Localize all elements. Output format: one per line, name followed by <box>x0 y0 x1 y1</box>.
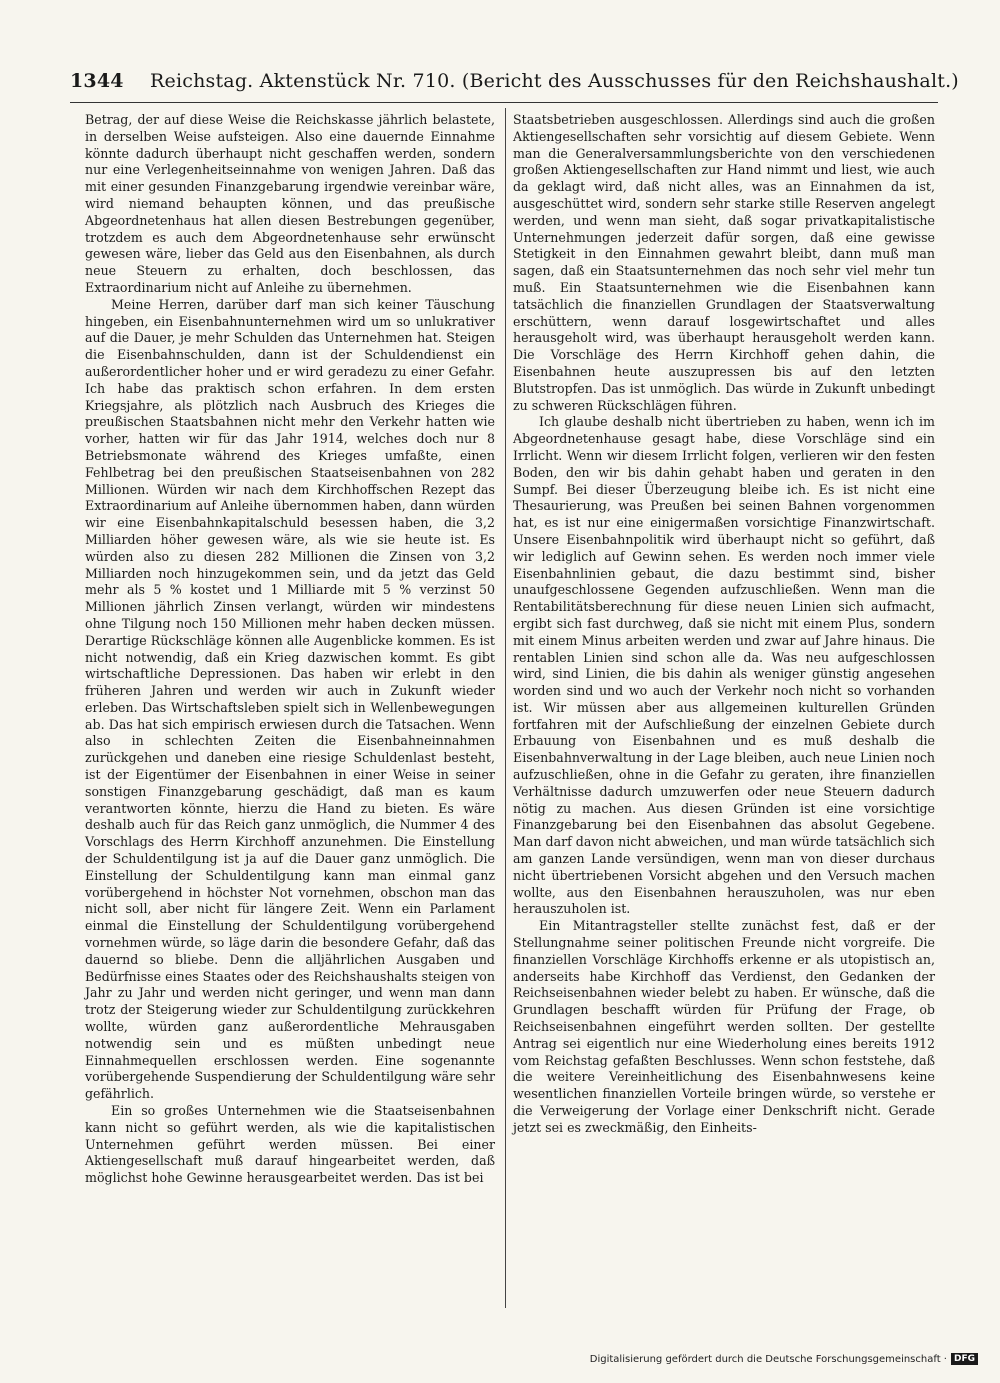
header-rule <box>70 102 938 103</box>
page-header <box>70 70 959 100</box>
paragraph: Ich glaube deshalb nicht übertrieben zu haben, wenn ich im Abgeordnetenhause gesagt habe, diese Vorschläge sind ein Irrlicht. Wenn wir diesem Irrlicht folgen, verlieren wir den festen Boden, den wir bis dahin gehabt haben und geraten in den Sumpf. Bei dieser Überzeugung bleibe ich. Es ist nicht eine Thesaurierung, was Preußen bei seinen Bahnen vorgenommen hat, es ist nur eine einigermaßen vorsichtige Finanzwirtschaft. Unsere Eisenbahnpolitik wird überhaupt nicht so geführt, daß wir lediglich auf Gewinn sehen. Es werden noch immer viele Eisenbahnlinien gebaut, die dazu bestimmt sind, bisher unaufgeschlossene Gegenden aufzuschließen. Wenn man die Rentabilitätsberechnung für diese neuen Linien sich aufmacht, ergibt sich fast durchweg, daß sie nicht mit einem Plus, sondern mit einem Minus arbeiten werden und zwar auf Jahre hinaus. Die rentablen Linien sind schon alle da. Was neu aufgeschlossen wird, sind Linien, die bis dahin als weniger günstig angesehen worden sind und wo auch der Verkehr noch nicht so vorhanden ist. Wir müssen aber aus allgemeinen kulturellen Gründen fortfahren mit der Aufschließung der einzelnen Gebiete durch Erbauung von Eisenbahnen und es muß deshalb die Eisenbahnverwaltung in der Lage bleiben, auch neue Linien noch aufzuschließen, ohne in die Gefahr zu geraten, ihre finanziellen Verhältnisse dadurch umzuwerfen oder neue Steuern dadurch nötig zu machen. Aus diesen Gründen ist eine vorsichtige Finanzgebarung bei den Eisenbahnen das absolut Gegebene. Man darf davon nicht abweichen, und man würde tatsächlich sich am ganzen Lande versündigen, wenn man von dieser durchaus nicht übertriebenen Vorsicht abgehen und den Versuch machen wollte, aus den Eisenbahnen herauszuholen, was nur eben herauszuholen ist. <box>513 414 936 917</box>
paragraph: Ein so großes Unternehmen wie die Staatseisenbahnen kann nicht so geführt werden, als wie die kapitalistischen Unternehmen geführt werden müssen. Bei einer Aktiengesellschaft muß darauf hingearbeitet werden, daß möglichst hohe Gewinne herausgearbeitet werden. Das ist bei <box>85 1103 495 1186</box>
running-title: Reichstag. Aktenstück Nr. 710. (Bericht des Ausschusses für den Reichshaushalt.) <box>150 70 959 92</box>
paragraph: Ein Mitantragsteller stellte zunächst fest, daß er der Stellungnahme seiner politischen Freunde nicht vorgreife. Die finanziellen Vorschläge Kirchhoffs erkenne er als utopistisch an, anderseits habe Kirchhoff das Verdienst, den Gedanken der Reichseisenbahnen wieder belebt zu haben. Er wünsche, daß die Grundlagen beschafft würden für Prüfung der Frage, ob Reichseisenbahnen eingeführt werden sollten. Der gestellte Antrag sei eigentlich nur eine Wiederholung eines bereits 1912 vom Reichstag gefaßten Beschlusses. Wenn schon feststehe, daß die weitere Vereinheitlichung des Eisenbahnwesens keine wesentlichen finanziellen Vorteile bringen würde, so verstehe er die Verweigerung der Vorlage einer Denkschrift nicht. Gerade jetzt sei es zweckmäßig, den Einheits- <box>513 918 935 1135</box>
paragraph: Betrag, der auf diese Weise die Reichskasse jährlich belastete, in derselben Weise aufsteigen. Also eine dauernde Einnahme könnte dadurch überhaupt nicht geschaffen werden, sondern nur eine Verlegenheitseinnahme von wenigen Jahren. Daß das mit einer gesunden Finanzgebarung irgendwie vereinbar wäre, wird niemand behaupten können, und das preußische Abgeordnetenhaus hat allen diesen Bestrebungen gegenüber, trotzdem es auch dem Abgeordnetenhause sehr erwünscht gewesen wäre, lieber das Geld aus den Eisenbahnen, als durch neue Steuern zu erhalten, doch beschlossen, das Extraordinarium nicht auf Anleihe zu übernehmen. <box>85 112 495 295</box>
paragraph: Staatsbetrieben ausgeschlossen. Allerdings sind auch die großen Aktiengesellschaften sehr vorsichtig auf diesem Gebiete. Wenn man die Generalversammlungsberichte von den verschiedenen großen Aktiengesellschaften zur Hand nimmt und liest, wie auch da geklagt wird, daß nicht alles, was an Einnahmen da ist, ausgeschüttet wird, sondern sehr starke stille Reserven angelegt werden, und wenn man sieht, daß sogar privatkapitalistische Unternehmungen jederzeit dafür sorgen, daß eine gewisse Stetigkeit in den Einnahmen gewahrt bleibt, dann muß man sagen, daß ein Staatsunternehmen das noch sehr viel mehr tun muß. Ein Staatsunternehmen wie die Eisenbahnen kann tatsächlich die finanziellen Grundlagen der Staatsverwaltung erschüttern, wenn darauf losgewirtschaftet und alles herausgeholt wird, was überhaupt herausgeholt werden kann. Die Vorschläge des Herrn Kirchhoff gehen dahin, die Eisenbahnen heute auszupressen bis auf den letzten Blutstropfen. Das ist unmöglich. Das würde in Zukunft unbedingt zu schweren Rückschlägen führen. <box>513 112 935 413</box>
left-column <box>85 112 495 1187</box>
column-divider <box>505 108 506 1308</box>
paragraph: Meine Herren, darüber darf man sich keiner Täuschung hingeben, ein Eisenbahnunternehmen wird um so unlukrativer auf die Dauer, je mehr Schulden das Unternehmen hat. Steigen die Eisenbahnschulden, dann ist der Schuldendienst ein außerordentlicher hoher und er wird geradezu zu einer Gefahr. Ich habe das praktisch schon erfahren. In dem ersten Kriegsjahre, als plötzlich nach Ausbruch des Krieges die preußischen Staatsbahnen nicht mehr den Verkehr hatten wie vorher, hatten wir für das Jahr 1914, welches doch nur 8 Betriebsmonate während des Krieges umfaßte, einen Fehlbetrag bei den preußischen Staatseisenbahnen von 282 Millionen. Würden wir nach dem Kirchhoffschen Rezept das Extraordinarium auf Anleihe übernommen haben, dann würden wir eine Eisenbahnkapitalschuld besessen haben, die 3,2 Milliarden höher gewesen wäre, als wie sie heute ist. Es würden also zu diesen 282 Millionen die Zinsen von 3,2 Milliarden noch hinzugekommen sein, und da jetzt das Geld mehr als 5 % kostet und 1 Milliarde mit 5 % verzinst 50 Millionen jährlich Zinsen verlangt, würden wir mindestens ohne Tilgung noch 150 Millionen mehr haben decken müssen. Derartige Rückschläge können alle Augenblicke kommen. Es ist nicht notwendig, daß ein Krieg dazwischen kommt. Es gibt wirtschaftliche Depressionen. Das haben wir erlebt in den früheren Jahren und werden wir auch in Zukunft wieder erleben. Das Wirtschaftsleben spielt sich in Wellenbewegungen ab. Das hat sich empirisch erwiesen durch die Tatsachen. Wenn also in schlechten Zeiten die Eisenbahneinnahmen zurückgehen und daneben eine riesige Schuldenlast besteht, ist der Eigentümer der Eisenbahnen in einer Weise in seiner sonstigen Finanzgebarung geschädigt, daß man es kaum verantworten könnte, hierzu die Hand zu bieten. Es wäre deshalb auch für das Reich ganz unmöglich, die Nummer 4 des Vorschlags des Herrn Kirchhoff anzunehmen. Die Einstellung der Schuldentilgung ist ja auf die Dauer ganz unmöglich. Die Einstellung der Schuldentilgung kann man einmal ganz vorübergehend in höchster Not vornehmen, obschon man das nicht soll, aber nicht für längere Zeit. Wenn ein Parlament einmal die Einstellung der Schuldentilgung vorübergehend vornehmen würde, so läge darin die besondere Gefahr, daß das dauernd so bliebe. Denn die alljährlichen Ausgaben und Bedürfnisse eines Staates oder des Reichshaushalts steigen von Jahr zu Jahr und werden nicht geringer, und wenn man dann trotz der Steigerung wieder zur Schuldentilgung zurückkehren wollte, würden ganz außerordentliche Mehrausgaben notwendig sein und es müßten unbedingt neue Einnahmequellen erschlossen werden. Eine sogenannte vorübergehende Suspendierung der Schuldentilgung wäre sehr gefährlich. <box>85 296 495 1102</box>
right-column <box>513 112 935 1137</box>
credit-text: Digitalisierung gefördert durch die Deutsche Forschungsgemeinschaft · <box>589 1353 947 1365</box>
page-number: 1344 <box>70 70 124 92</box>
dfg-logo: DFG <box>951 1353 978 1365</box>
digitization-credit <box>590 1353 978 1365</box>
